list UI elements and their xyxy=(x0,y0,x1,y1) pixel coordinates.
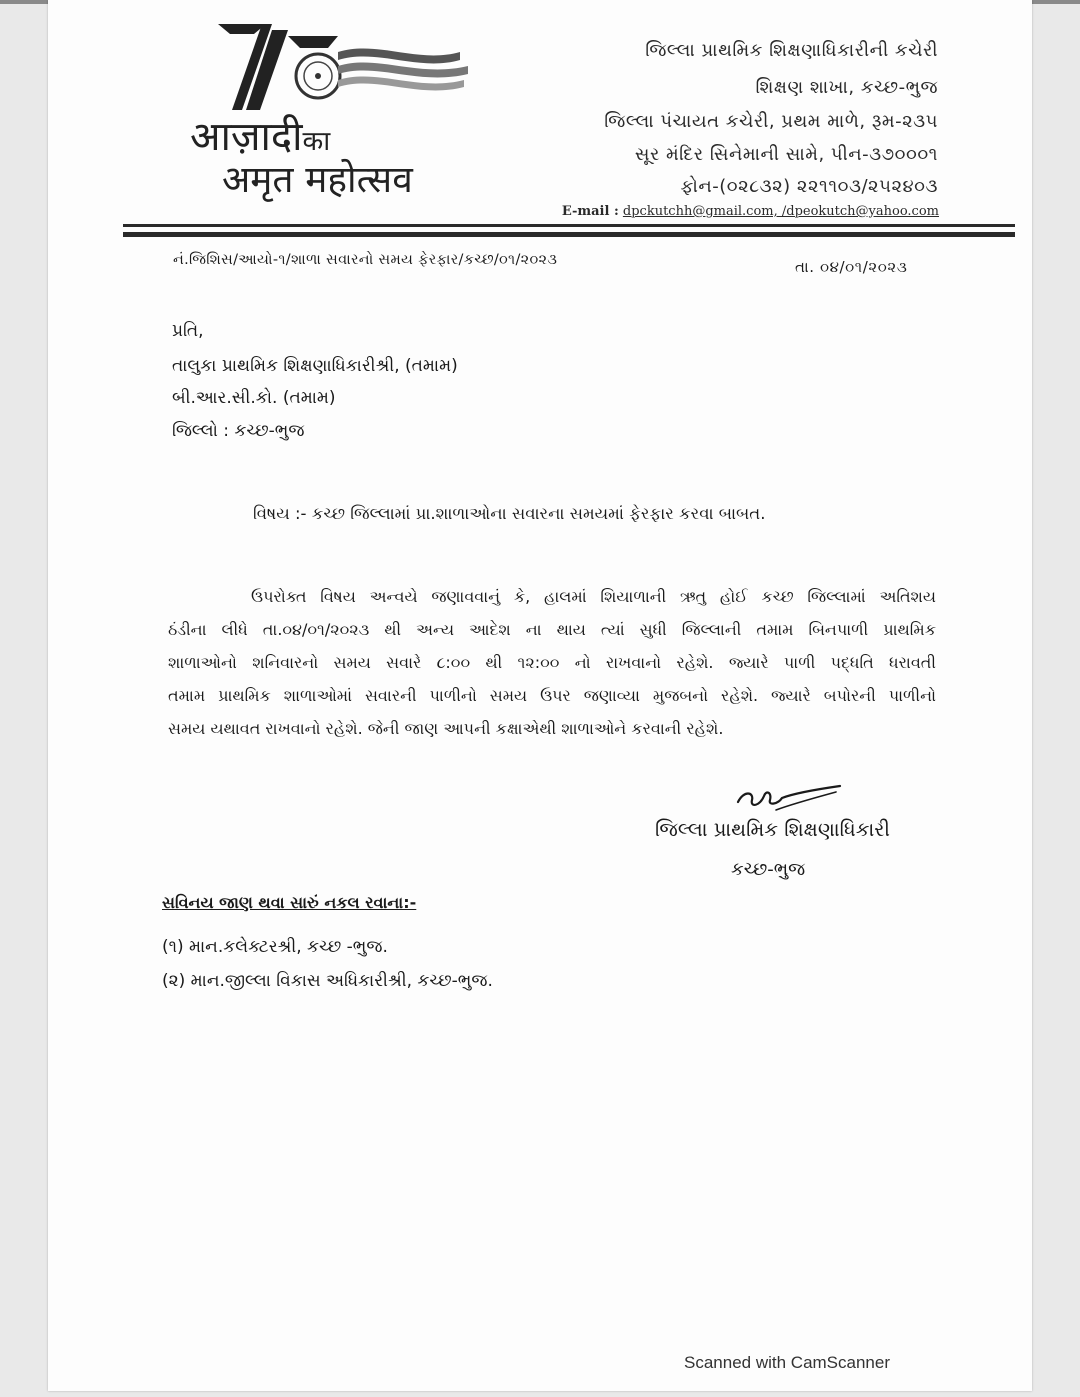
signatory-title: જિલ્લા પ્રાથમિક શિક્ષણાધિકારી xyxy=(655,818,890,841)
header-divider-thick xyxy=(123,232,1015,237)
header-divider-thin xyxy=(123,224,1015,227)
email-address[interactable]: dpckutchh@gmail.com, /dpeokutch@yahoo.com xyxy=(622,204,939,219)
reference-number: નં.જિશિસ/આયો-૧/શાળા સવારનો સમય ફેરફાર/કચ્છ/૦૧/૨૦૨૩ xyxy=(173,252,558,268)
body-line-2: ઠંડીના લીધે તા.૦૪/૦૧/૨૦૨૩ થી અન્ય આદેશ ના થાય ત્યાં સુધી જિલ્લાની તમામ બિનપાળી પ્રાથમિક xyxy=(168,620,936,639)
copy-to-heading: સવિનય જાણ થવા સારું નકલ રવાના:- xyxy=(162,893,417,912)
copy-to-item-2: (૨) માન.જીલ્લા વિકાસ અધિકારીશ્રી, કચ્છ-ભુજ. xyxy=(162,971,493,991)
address-line-2: સૂર મંદિર સિનેમાની સામે, પીન-૩૭૦૦૦૧ xyxy=(634,144,938,165)
recipient-line-1: તાલુકા પ્રાથમિક શિક્ષણાધિકારીશ્રી, (તમામ) xyxy=(172,356,458,376)
subject-line: વિષય :- કચ્છ જિલ્લામાં પ્રા.શાળાઓના સવારના સમયમાં ફેરફાર કરવા બાબત. xyxy=(253,504,766,523)
branch-name: શિક્ષણ શાખા, કચ્છ-ભુજ xyxy=(755,77,938,98)
copy-to-item-1: (૧) માન.કલેક્ટરશ્રી, કચ્છ -ભુજ. xyxy=(162,937,388,957)
logo-text-line1: आज़ादीका xyxy=(190,114,331,160)
body-line-1: ઉપરોક્ત વિષય અન્વયે જણાવવાનું કે, હાલમાં શિયાળાની ઋતુ હોઈ કચ્છ જિલ્લામાં અતિશય xyxy=(251,587,936,606)
body-line-5: સમય યથાવત રાખવાનો રહેશે. જેની જાણ આપની કક્ષાએથી શાળાઓને કરવાની રહેશે. xyxy=(168,719,724,738)
recipient-line-3: જિલ્લો : કચ્છ-ભુજ xyxy=(172,421,305,441)
recipient-prati: પ્રતિ, xyxy=(172,321,204,341)
body-line-4: તમામ પ્રાથમિક શાળાઓમાં સવારની પાળીનો સમય ઉપર જણાવ્યા મુજબનો રહેશે. જ્યારે બપોરની પાળીનો xyxy=(168,686,936,705)
email-label: E-mail : xyxy=(561,204,619,219)
letter-page xyxy=(48,0,1032,1391)
email-line xyxy=(562,204,939,219)
address-line-1: જિલ્લા પંચાયત કચેરી, પ્રથમ માળે, રૂમ-૨૩૫ xyxy=(604,111,938,132)
signatory-place: કચ્છ-ભુજ xyxy=(731,859,806,880)
camscanner-watermark: Scanned with CamScanner xyxy=(684,1353,891,1372)
office-name: જિલ્લા પ્રાથમિક શિક્ષણાધિકારીની કચેરી xyxy=(645,40,938,61)
body-line-3: શાળાઓનો શનિવારનો સમય સવારે ૮:૦૦ થી ૧૨:૦૦ નો રાખવાનો રહેશે. જ્યારે પાળી પદ્ધતિ ધરાવતી xyxy=(168,653,936,672)
recipient-line-2: બી.આર.સી.કો. (તમામ) xyxy=(172,388,336,408)
phone-number: ફોન-(૦૨૮૩૨) ૨૨૧૧૦૩/૨૫૨૪૦૩ xyxy=(680,176,938,197)
letter-date: તા. ૦૪/૦૧/૨૦૨૩ xyxy=(795,258,908,276)
handwritten-signature xyxy=(732,780,844,814)
logo-text-line2: अमृत महोत्सव xyxy=(222,158,413,201)
